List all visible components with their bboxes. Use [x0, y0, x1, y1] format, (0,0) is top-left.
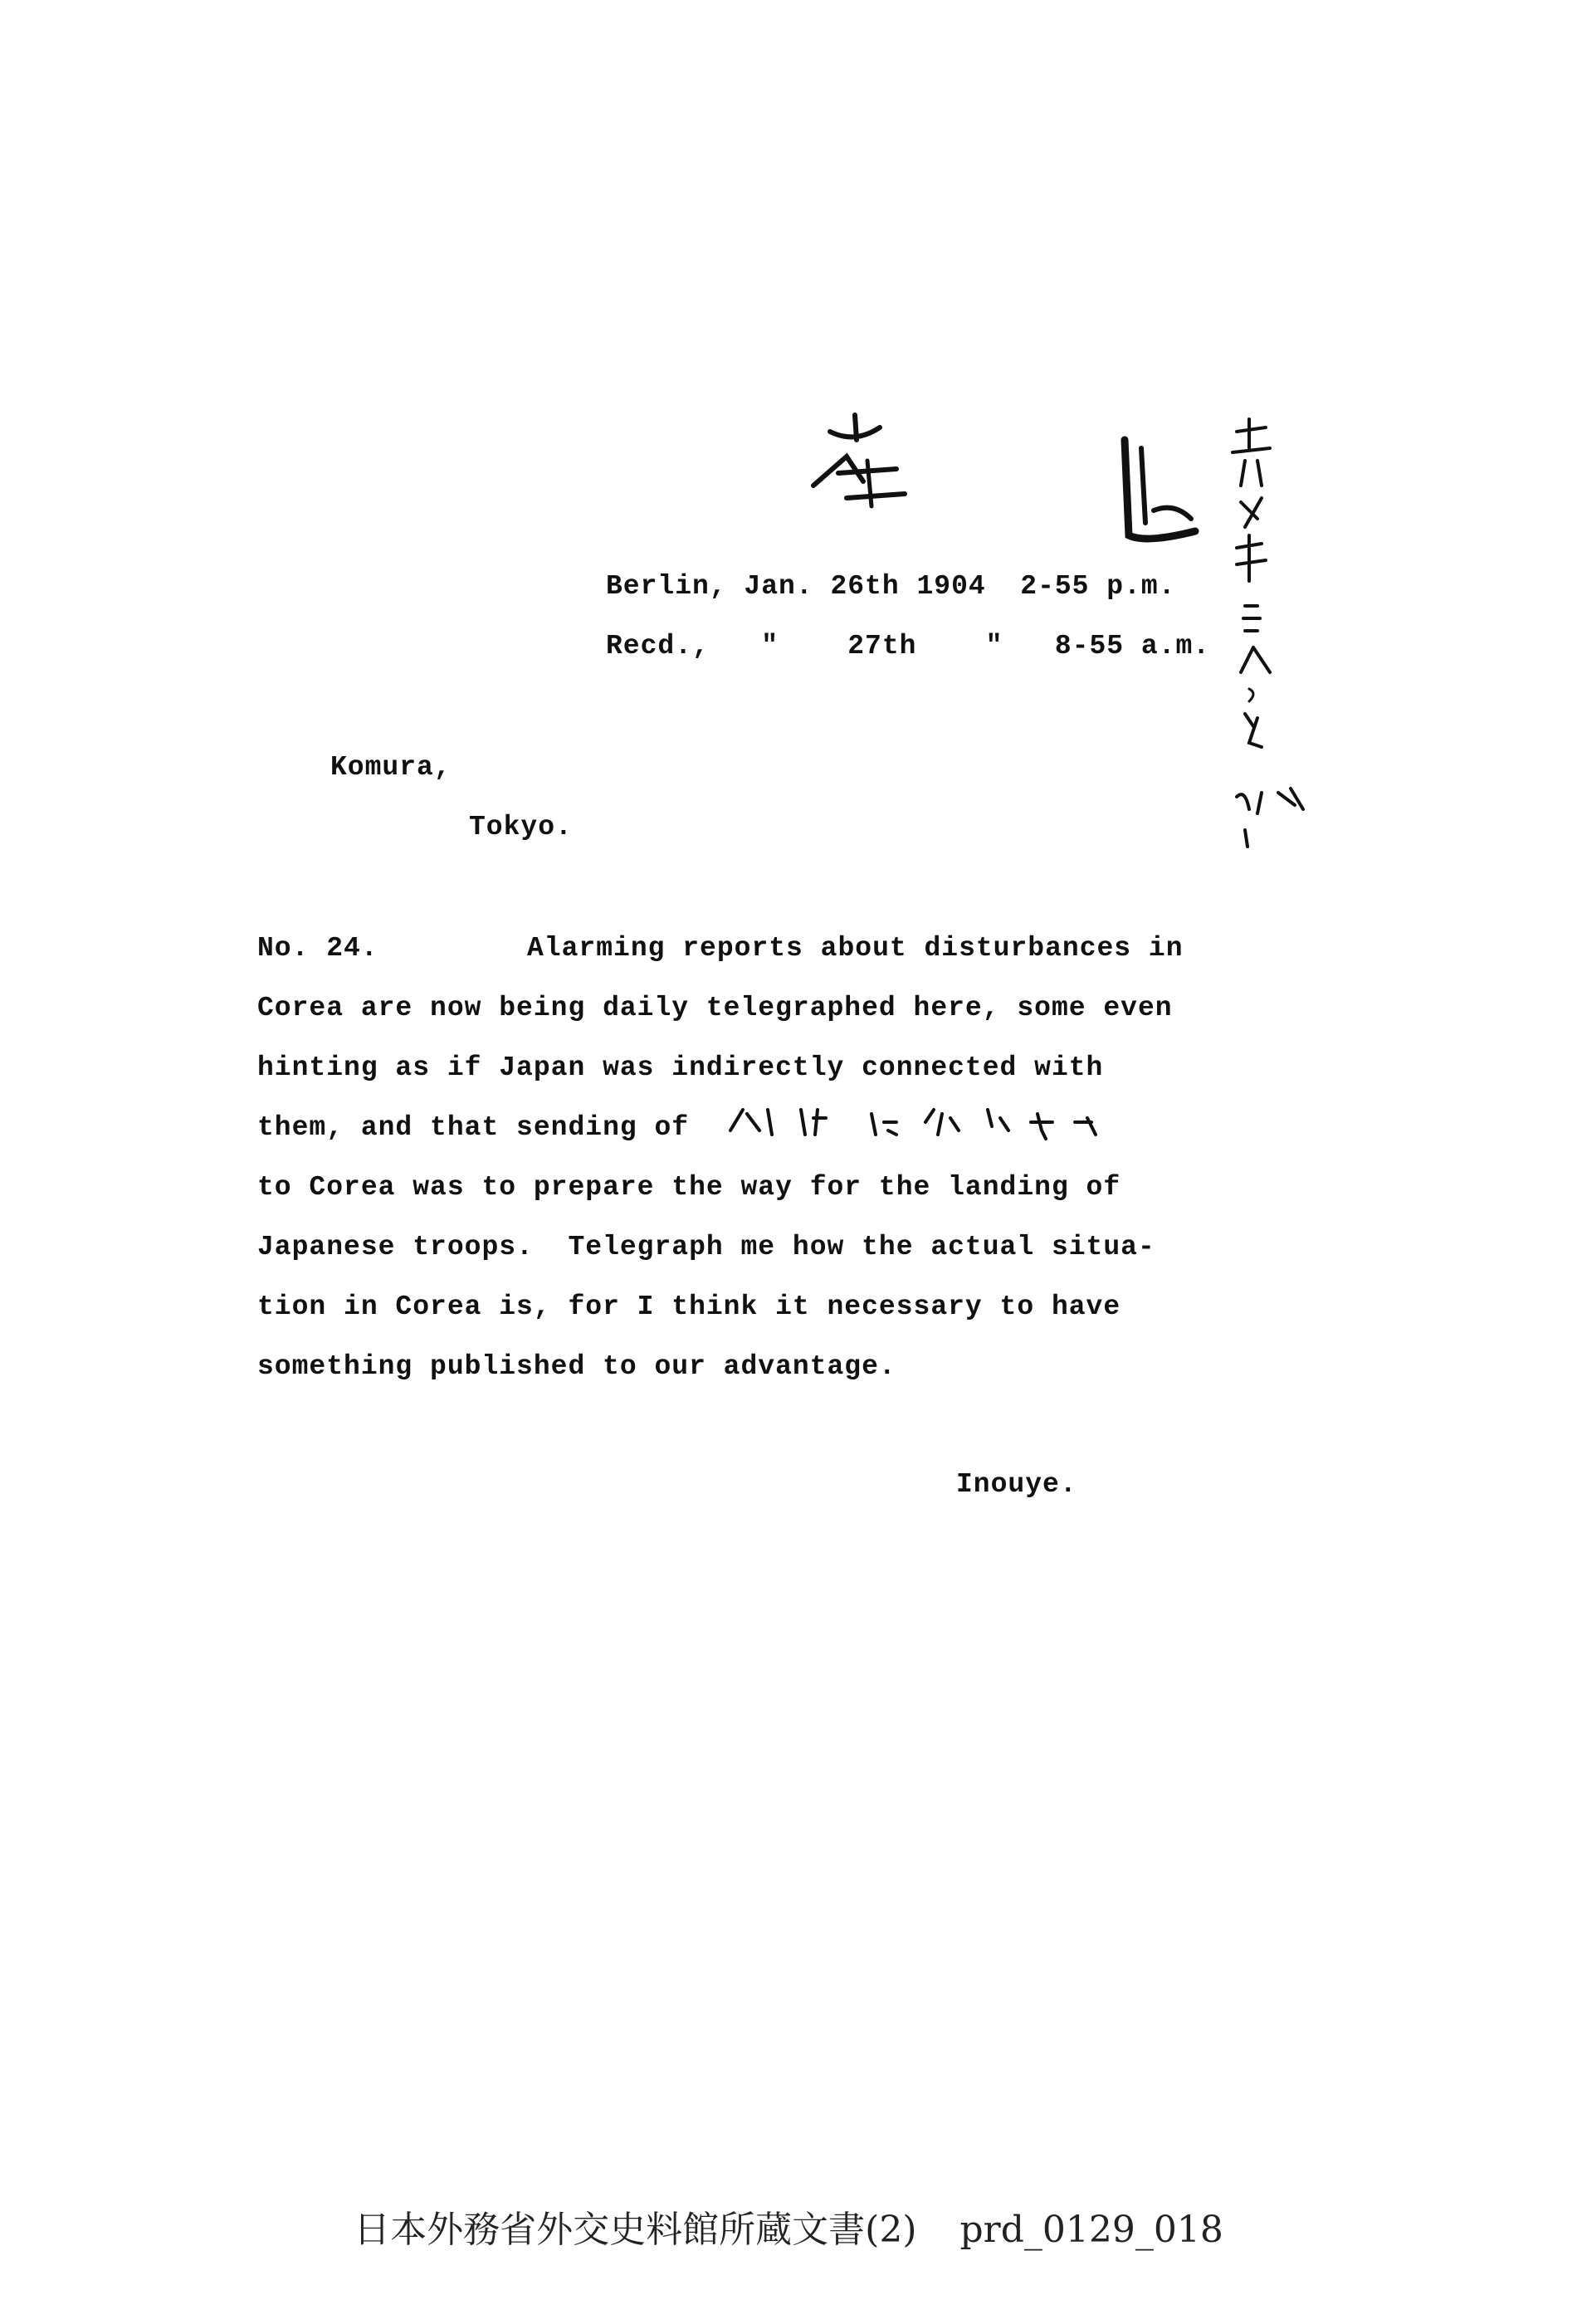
message-number: No. 24. [257, 933, 378, 964]
message-line: Alarming reports about disturbances in [527, 933, 1184, 964]
message-line: Corea are now being daily telegraphed here, some even [257, 993, 1173, 1023]
message-line: hinting as if Japan was indirectly connected with [257, 1052, 1104, 1083]
archive-code: prd_0129_018 [959, 2209, 1223, 2251]
message-line: something published to our advantage. [257, 1351, 896, 1382]
message-line: tion in Corea is, for I think it necessary to have [257, 1291, 1121, 1322]
header-sent-line: Berlin, Jan. 26th 1904 2-55 p.m. [606, 571, 1176, 602]
handwritten-vertical-annotation [1220, 415, 1320, 863]
signature: Inouye. [956, 1469, 1077, 1500]
handwritten-insertion [722, 1097, 1145, 1147]
archive-footer [0, 2200, 1577, 2253]
archive-collection: 日本外務省外交史料館所蔵文書(2) [354, 2209, 917, 2251]
message-line: Japanese troops. Telegraph me how the actual situa- [257, 1232, 1155, 1262]
header-received-line: Recd., " 27th " 8-55 a.m. [606, 631, 1211, 662]
message-line: them, and that sending of [257, 1112, 690, 1143]
handwritten-mark-left [797, 407, 921, 515]
addressee-place: Tokyo. [469, 812, 573, 842]
message-line: to Corea was to prepare the way for the landing of [257, 1172, 1121, 1203]
addressee-name: Komura, [330, 752, 452, 783]
handwritten-mark-right [1096, 432, 1212, 556]
